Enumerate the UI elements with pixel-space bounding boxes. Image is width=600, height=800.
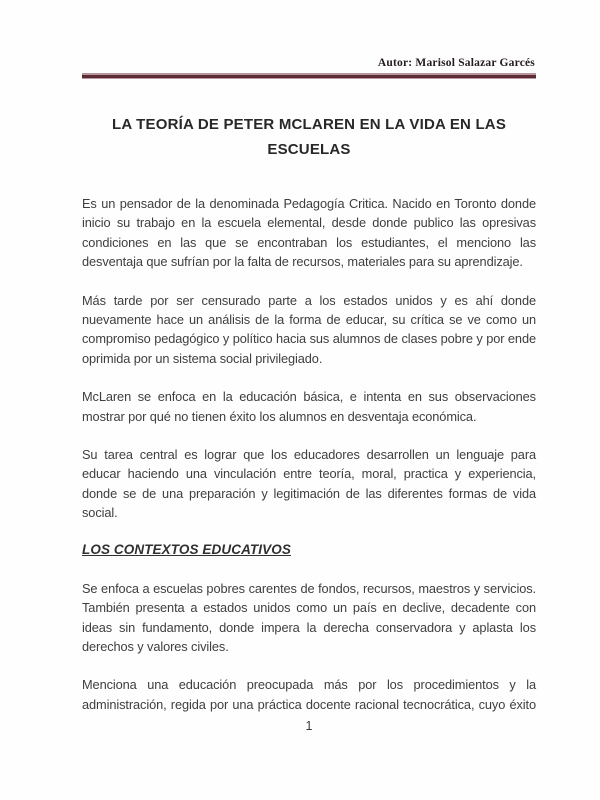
author-line: Autor: Marisol Salazar Garcés — [377, 57, 535, 69]
paragraph-central-task: Su tarea central es lograr que los educadores desarrollen un lenguaje para educar haciendo una vinculación entre teoría, moral, practica y experiencia, donde se de una preparación y legitimación de las diferentes formas de vida social. — [82, 447, 536, 521]
paragraph-basic-education: McLaren se enfoca en la educación básica, e intenta en sus observaciones mostrar por qué no tienen éxito los alumnos en desventaja económica. — [82, 389, 536, 424]
paragraph-technocratic: Menciona una educación preocupada más por los procedimientos y la administración, regida por una práctica docente racional tecnocrática, cuyo éxito — [82, 677, 536, 712]
section-heading-contextos: LOS CONTEXTOS EDUCATIVOS — [82, 541, 291, 557]
paragraph-intro: Es un pensador de la denominada Pedagogía Critica. Nacido en Toronto donde inicio su trabajo en la escuela elemental, desde donde publico las opresivas condiciones en las que se encontraban los estudiantes, el menciono las desventaja que sufrían por la falta de recursos, materiales para su aprendizaje. — [82, 196, 536, 270]
page-header — [82, 56, 536, 79]
header-rule — [82, 73, 536, 79]
page-number: 1 — [305, 719, 313, 734]
paragraph-poor-schools: Se enfoca a escuelas pobres carentes de fondos, recursos, maestros y servicios. También presenta a estados unidos como un país en declive, decadente con ideas sin fundamento, donde impera la derecha conservadora y aplasta los derechos y valores civiles. — [82, 580, 536, 654]
paragraph-censure: Más tarde por ser censurado parte a los estados unidos y es ahí donde nuevamente hace un análisis de la forma de educar, su crítica se ve como un compromiso pedagógico y político hacia sus alumnos de clases pobre y por ende oprimida por un sistema social privilegiado. — [82, 292, 536, 366]
document-title: LA TEORÍA DE PETER MCLAREN EN LA VIDA EN LAS ESCUELAS — [111, 116, 507, 158]
